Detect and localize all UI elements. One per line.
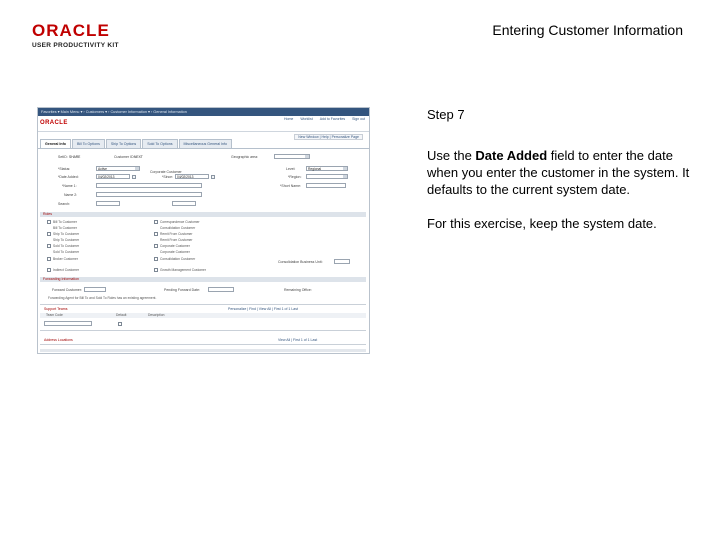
name1-input[interactable] [96,183,202,188]
role-sub-label: Sold To Customer [53,250,80,254]
header-nav [278,117,365,121]
role-sub-label: Corporate Customer [160,250,190,254]
short-name-input[interactable] [306,183,346,188]
status-value: Active [98,167,107,171]
calendar-icon[interactable] [211,175,215,179]
role-checkbox[interactable] [154,257,158,261]
since-value: 04/02/2013 [177,175,194,179]
search-input[interactable] [96,201,120,206]
exercise-note: For this exercise, keep the system date. [427,216,657,231]
support-teams-grid-header [40,313,366,318]
app-screenshot [37,107,370,354]
level-select[interactable] [306,166,348,171]
corporate-customer-label: Corporate Customer [150,170,182,174]
role-sub-label: Ship To Customer [53,238,80,242]
role-label: Broker Customer [53,257,78,261]
address-locations-header: Address Locations [44,338,73,342]
role-checkbox[interactable] [154,220,158,224]
instruction-panel [427,106,692,249]
app-brand: ORACLE [40,120,68,126]
forward-date-input[interactable] [208,287,234,292]
role-label: Growth Management Customer [160,268,206,272]
col-default: Default [116,313,127,317]
forward-office-label: Remaining Office: [284,288,312,292]
status-select[interactable] [96,166,140,171]
step-number: Step 7 [427,107,465,122]
role-checkbox[interactable] [154,244,158,248]
address-grid-nav[interactable]: View All | First 1 of 1 Last [278,338,318,342]
role-checkbox[interactable] [154,232,158,236]
upk-subtitle: USER PRODUCTIVITY KIT [32,42,119,49]
region-label: *Region: [288,175,302,179]
search-input-2[interactable] [172,201,196,206]
role-label: Ship To Customer [53,232,80,236]
since-input[interactable] [175,174,209,179]
forward-date-label: Pending Forward Date: [164,288,200,292]
instruction-text-before: Use the [427,148,476,163]
role-checkbox[interactable] [154,268,158,272]
role-sub-label: Remit From Customer [160,238,193,242]
region-select[interactable] [306,174,348,179]
short-name-label: *Short Name: [280,184,302,188]
date-added-value: 04/02/2013 [98,175,115,179]
tab-general-info[interactable]: General Info [40,139,71,148]
tab-bar [40,139,233,148]
role-label: Indirect Customer [53,268,80,272]
level-value: Regional [308,167,322,171]
calendar-icon[interactable] [132,175,136,179]
nav-link-worklist[interactable]: Worklist [300,117,313,121]
roles-section-header: Roles [40,212,366,217]
field-name-highlight: Date Added [475,148,548,163]
search-label: Search: [58,202,71,206]
role-checkbox[interactable] [47,268,51,272]
tab-bill-to[interactable]: Bill To Options [72,139,105,148]
role-checkbox[interactable] [47,244,51,248]
col-team-code: Team Code [46,313,63,317]
support-teams-grid-nav[interactable]: Personalize | Find | View All | First 1 of 1 Last [228,307,298,311]
setid-label: SetID: [58,155,68,159]
forward-note: Forwarding Agent for Bill To and Sold To Roles has an existing agreement. [48,296,157,300]
role-sub-label: Consolidation Customer [160,226,196,230]
forward-customer-label: Forward Customer: [52,288,82,292]
instruction-text-after: field to enter the date when you enter the customer in the system. It defaults to the current system date. [427,148,690,197]
slide-title: Entering Customer Information [492,22,683,38]
role-checkbox[interactable] [47,257,51,261]
role-checkbox[interactable] [47,232,51,236]
forwarding-section-header: Forwarding Information [40,277,366,282]
role-label: Consolidation Customer [160,257,196,261]
section-divider [40,304,366,305]
support-teams-header: Support Teams [44,307,68,311]
oracle-wordmark: ORACLE [32,21,110,40]
role-label: Remit From Customer [160,232,193,236]
date-added-input[interactable] [96,174,130,179]
forward-customer-input[interactable] [84,287,106,292]
breadcrumb[interactable]: Favorites ▾ Main Menu ▾ › Customers ▾ › Customer Information ▾ › General Information [38,108,369,116]
tab-misc-general[interactable]: Miscellaneous General Info [179,139,233,148]
role-label: Bill To Customer [53,220,77,224]
role-label: Correspondence Customer [160,220,200,224]
nav-link-home[interactable]: Home [283,117,294,121]
customer-id-label: Customer ID: [114,155,135,159]
name1-label: *Name 1: [62,184,77,188]
page-actions[interactable]: New Window | Help | Personalize Page [294,134,363,140]
tab-ship-to[interactable]: Ship To Options [106,139,141,148]
team-code-input[interactable] [44,321,92,326]
nav-link-signout[interactable]: Sign out [352,117,365,121]
nav-link-favorites[interactable]: Add to Favorites [319,117,346,121]
name2-label: Name 2: [64,193,78,197]
role-label: Sold To Customer [53,244,80,248]
grid-row-divider [40,344,366,345]
oracle-upk-logo [32,22,132,49]
since-label: *Since: [162,175,174,179]
tab-sold-to[interactable]: Sold To Options [142,139,177,148]
customer-id-value: NEXT [134,155,143,159]
geographic-area-label: Geographic area: [231,155,259,159]
app-header [38,116,369,132]
consolidation-bu-input[interactable] [334,259,350,264]
role-label: Corporate Customer [160,244,190,248]
date-added-label: *Date Added: [58,175,79,179]
instruction-text [427,147,692,198]
tab-divider [38,148,369,149]
horizontal-scrollbar[interactable] [40,349,366,352]
role-sub-label: Bill To Customer [53,226,77,230]
consolidation-bu-label: Consolidation Business Unit: [278,260,323,264]
name2-input[interactable] [96,192,202,197]
col-description: Description [148,313,165,317]
setid-value: SHARE [69,155,81,159]
grid-row-divider [40,330,366,331]
geographic-area-select[interactable] [274,154,310,159]
role-checkbox[interactable] [47,220,51,224]
default-checkbox[interactable] [118,322,122,326]
status-label: *Status: [58,167,71,171]
level-label: Level: [286,167,296,171]
